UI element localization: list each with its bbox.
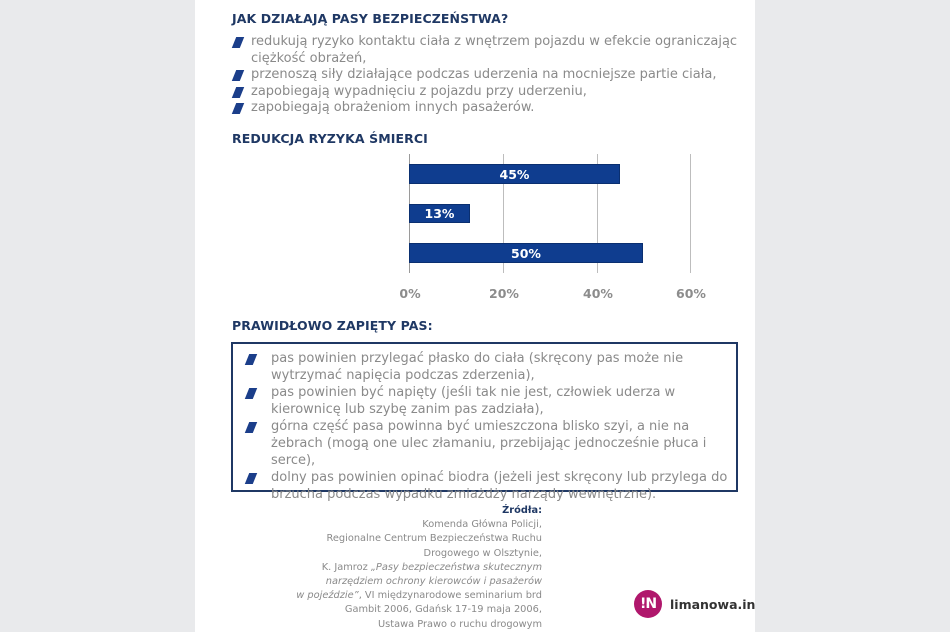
list-item: pas powinien być napięty (jeśli tak nie jest, człowiek uderza w kierownicę lub szybę zanim pas zadziała), xyxy=(233,384,728,418)
bar-seatbelts: 45% xyxy=(409,164,620,184)
list-item: zapobiegają obrażeniom innych pasażerów. xyxy=(232,100,742,117)
slash-bullet-icon xyxy=(232,37,244,48)
slash-bullet-icon xyxy=(245,473,257,484)
slash-bullet-icon xyxy=(232,103,244,114)
section2-list xyxy=(233,350,728,503)
bar-airbag: 13% xyxy=(409,204,470,223)
slash-bullet-icon xyxy=(245,388,257,399)
x-tick-40: 40% xyxy=(583,286,613,301)
x-tick-60: 60% xyxy=(676,286,706,301)
slash-bullet-icon xyxy=(245,354,257,365)
correct-belt-box xyxy=(231,342,738,502)
list-item: górna część pasa powinna być umieszczona blisko szyi, a nie na żebrach (mogą one ulec złamaniu, przebijając jednocześnie płuca i serce), xyxy=(233,418,728,469)
bar-airbag-and-seatbelts: 50% xyxy=(409,243,643,263)
list-item: redukują ryzyko kontaktu ciała z wnętrzem pojazdu w efekcie ograniczając ciężkość obrażeń, xyxy=(232,34,742,67)
gridline-60 xyxy=(690,154,691,273)
slash-bullet-icon xyxy=(232,87,244,98)
x-tick-0: 0% xyxy=(399,286,421,301)
section2-heading: PRAWIDŁOWO ZAPIĘTY PAS: xyxy=(232,318,433,333)
list-item: pas powinien przylegać płasko do ciała (skręcony pas może nie wytrzymać napięcia podczas zderzenia), xyxy=(233,350,728,384)
x-tick-20: 20% xyxy=(489,286,519,301)
section1-list xyxy=(232,34,742,117)
slash-bullet-icon xyxy=(245,422,257,433)
list-item: przenoszą siły działające podczas uderzenia na mocniejsze partie ciała, xyxy=(232,67,742,84)
sources-block: Źródła: Komenda Główna Policji, Regionalne Centrum Bezpieczeństwa Ruchu Drogowego w Olsztynie, K. Jamroz „Pasy bezpieczeństwa skutecznym narzędziem ochrony kierowców i pasażerów w pojeździe”, VI międzynarodowe seminarium brd Gambit 2006, Gdańsk 17-19 maja 2006, Ustawa Prawo o ruchu drogowym xyxy=(270,504,542,632)
logo-text: limanowa.in xyxy=(670,596,756,612)
chart-title: REDUKCJA RYZYKA ŚMIERCI xyxy=(232,131,428,146)
list-item: zapobiegają wypadnięciu z pojazdu przy uderzeniu, xyxy=(232,84,742,101)
section1-heading: JAK DZIAŁAJĄ PASY BEZPIECZEŃSTWA? xyxy=(232,11,509,26)
list-item: dolny pas powinien opinać biodra (jeżeli jest skręcony lub przylega do brzucha podczas wypadku zmiażdży narządy wewnętrzne). xyxy=(233,469,728,503)
slash-bullet-icon xyxy=(232,70,244,81)
logo-mark-icon: !N xyxy=(634,590,662,618)
site-logo[interactable] xyxy=(634,590,755,618)
sources-title: Źródła: xyxy=(502,505,542,516)
